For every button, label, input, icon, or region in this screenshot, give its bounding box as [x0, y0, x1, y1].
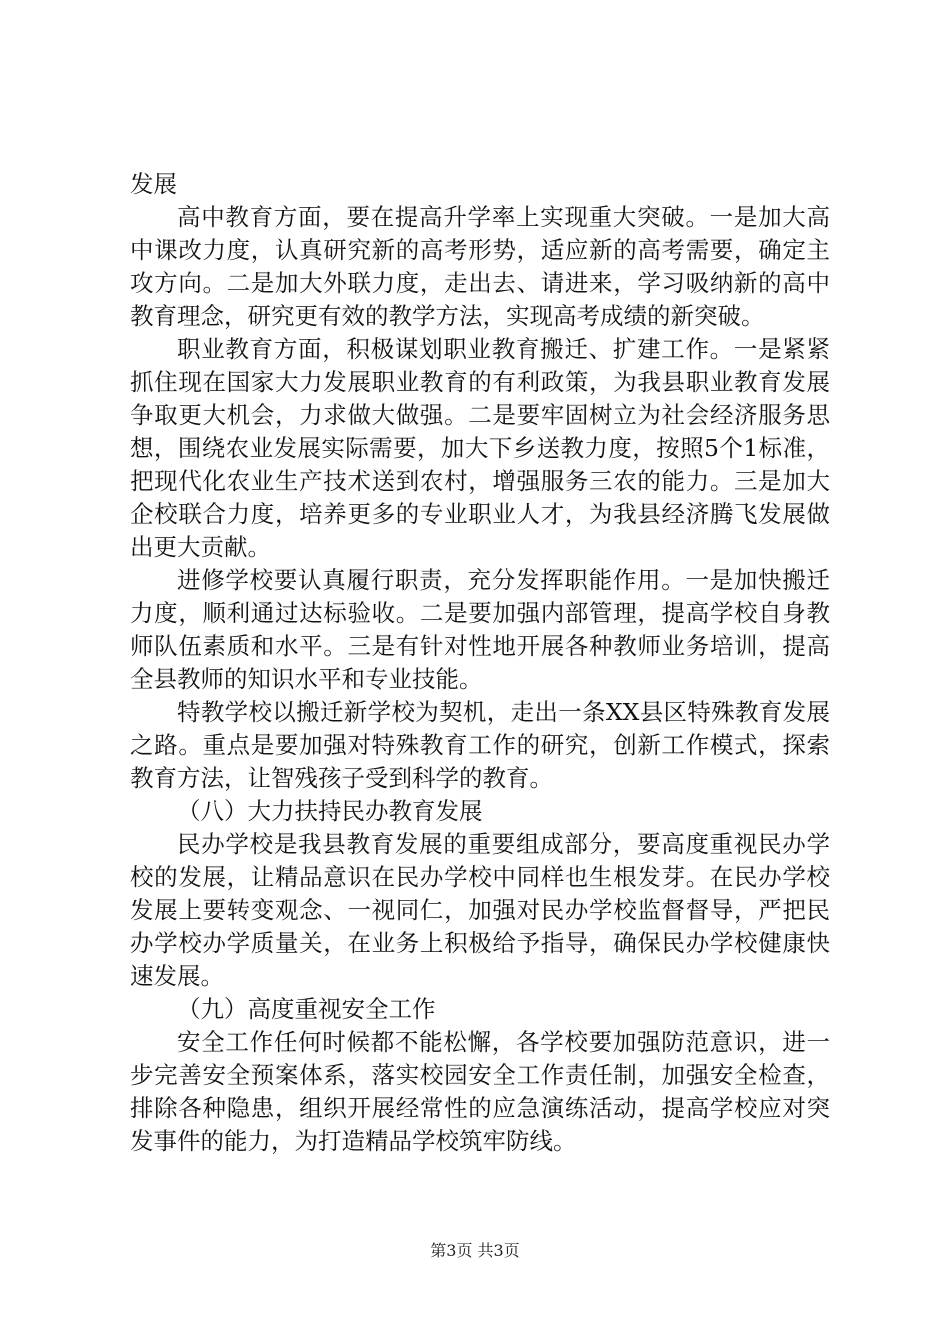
page-footer: 第3页 共3页 — [430, 1241, 520, 1260]
paragraph-vocational: 职业教育方面，积极谋划职业教育搬迁、扩建工作。一是紧紧抓住现在国家大力发展职业教育的有利政策，为我县职业教育发展争取更大机会，力求做大做强。二是要牢固树立为社会经济服务思想，围绕农业发展实际需要，加大下乡送教力度，按照5个1标准，把现代化农业生产技术送到农村，增强服务三农的能力。三是加大企校联合力度，培养更多的专业职业人才，为我县经济腾飞发展做出更大贡献。 — [130, 335, 830, 561]
paragraph-training-school: 进修学校要认真履行职责，充分发挥职能作用。一是加快搬迁力度，顺利通过达标验收。二是要加强内部管理，提高学校自身教师队伍素质和水平。三是有针对性地开展各种教师业务培训，提高全县教师的知识水平和专业技能。 — [130, 566, 830, 693]
section-heading-safety: （九）高度重视安全工作 — [177, 995, 436, 1023]
paragraph-private-schools: 民办学校是我县教育发展的重要组成部分，要高度重视民办学校的发展，让精品意识在民办学校中同样也生根发芽。在民办学校发展上要转变观念、一视同仁，加强对民办学校监督督导，严把民办学校办学质量关，在业务上积极给予指导，确保民办学校健康快速发展。 — [130, 830, 830, 990]
paragraph-safety: 安全工作任何时候都不能松懈，各学校要加强防范意识，进一步完善安全预案体系，落实校园安全工作责任制，加强安全检查，排除各种隐患，组织开展经常性的应急演练活动，提高学校应对突发事件的能力，为打造精品学校筑牢防线。 — [130, 1028, 830, 1155]
document-body — [130, 168, 830, 1158]
paragraph-special-education: 特教学校以搬迁新学校为契机，走出一条XX县区特殊教育发展之路。重点是要加强对特殊教育工作的研究，创新工作模式，探索教育方法，让智残孩子受到科学的教育。 — [130, 698, 830, 792]
section-heading-private-education: （八）大力扶持民办教育发展 — [177, 797, 483, 825]
paragraph-high-school: 高中教育方面，要在提高升学率上实现重大突破。一是加大高中课改力度，认真研究新的高考形势，适应新的高考需要，确定主攻方向。二是加大外联力度，走出去、请进来，学习吸纳新的高中教育理念，研究更有效的教学方法，实现高考成绩的新突破。 — [130, 203, 830, 330]
paragraph-continuation: 发展 — [130, 170, 177, 198]
